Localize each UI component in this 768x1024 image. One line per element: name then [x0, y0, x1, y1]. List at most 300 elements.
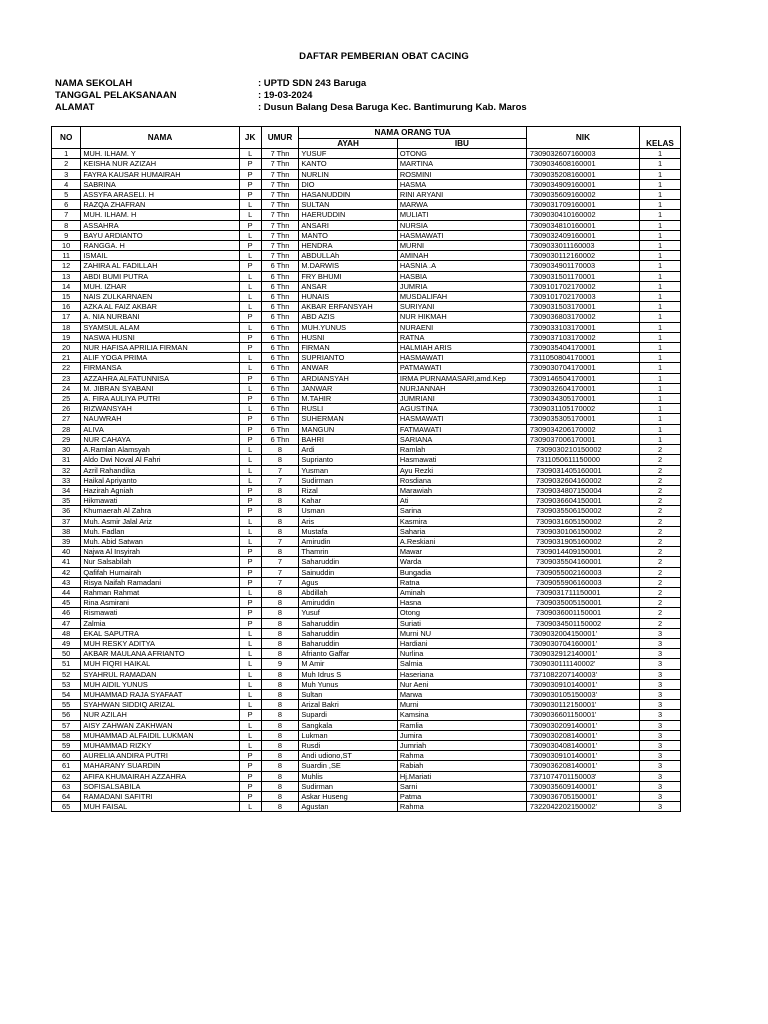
- cell-nik: 7309034810160001: [526, 220, 639, 230]
- cell-no: 41: [52, 557, 81, 567]
- cell-ayah: Saharuddin: [299, 557, 398, 567]
- cell-nik: 7309030112160002: [526, 251, 639, 261]
- cell-ibu: Otong: [397, 608, 526, 618]
- table-row: [52, 261, 681, 271]
- table-row: [52, 802, 681, 812]
- cell-nama: Khumaerah Al Zahra: [81, 506, 239, 516]
- cell-jk: P: [239, 506, 261, 516]
- cell-no: 62: [52, 771, 81, 781]
- cell-no: 36: [52, 506, 81, 516]
- cell-no: 21: [52, 353, 81, 363]
- table-row: [52, 792, 681, 802]
- cell-umur: 8: [261, 730, 299, 740]
- cell-no: 43: [52, 577, 81, 587]
- cell-ibu: Rahma: [397, 751, 526, 761]
- cell-kelas: 2: [640, 445, 681, 455]
- cell-nama: Muh. Fadlan: [81, 526, 239, 536]
- cell-nama: EKAL SAPUTRA: [81, 628, 239, 638]
- table-row: [52, 598, 681, 608]
- table-row: [52, 383, 681, 393]
- cell-no: 48: [52, 628, 81, 638]
- cell-ibu: HASMAWATI: [397, 353, 526, 363]
- cell-nik: 7309035504160001: [526, 557, 639, 567]
- cell-ibu: Bungadia: [397, 567, 526, 577]
- cell-jk: P: [239, 190, 261, 200]
- table-row: [52, 210, 681, 220]
- cell-kelas: 3: [640, 781, 681, 791]
- cell-nama: KEISHA NUR AZIZAH: [81, 159, 239, 169]
- cell-nik: 7309055002160003: [526, 567, 639, 577]
- cell-nik: 7309030408140001': [526, 740, 639, 750]
- cell-kelas: 1: [640, 261, 681, 271]
- table-row: [52, 251, 681, 261]
- cell-ayah: Rizal: [299, 485, 398, 495]
- cell-kelas: 1: [640, 343, 681, 353]
- cell-no: 59: [52, 740, 81, 750]
- cell-jk: L: [239, 536, 261, 546]
- cell-nama: Hazirah Agniah: [81, 485, 239, 495]
- cell-nama: NUR HAFISA APRILIA FIRMAN: [81, 343, 239, 353]
- cell-kelas: 1: [640, 383, 681, 393]
- cell-umur: 6 Thn: [261, 292, 299, 302]
- cell-no: 39: [52, 536, 81, 546]
- cell-nik: 7309055906160003: [526, 577, 639, 587]
- cell-no: 54: [52, 689, 81, 699]
- cell-umur: 8: [261, 526, 299, 536]
- cell-ibu: ROSMINI: [397, 169, 526, 179]
- table-row: [52, 302, 681, 312]
- cell-no: 8: [52, 220, 81, 230]
- table-row: [52, 587, 681, 597]
- cell-kelas: 2: [640, 557, 681, 567]
- cell-umur: 7 Thn: [261, 159, 299, 169]
- cell-nama: RANGGA. H: [81, 241, 239, 251]
- cell-umur: 8: [261, 792, 299, 802]
- cell-no: 27: [52, 414, 81, 424]
- cell-jk: P: [239, 608, 261, 618]
- cell-umur: 8: [261, 649, 299, 659]
- cell-jk: L: [239, 475, 261, 485]
- cell-kelas: 3: [640, 659, 681, 669]
- cell-no: 33: [52, 475, 81, 485]
- cell-nik: 7309030112150001': [526, 700, 639, 710]
- table-row: [52, 404, 681, 414]
- cell-nik: 7309101702170002: [526, 281, 639, 291]
- table-row: [52, 353, 681, 363]
- cell-umur: 7: [261, 567, 299, 577]
- cell-umur: 8: [261, 628, 299, 638]
- cell-ayah: M.DARWIS: [299, 261, 398, 271]
- table-row: [52, 373, 681, 383]
- cell-nama: Nur Salsabilah: [81, 557, 239, 567]
- cell-ibu: MURNI: [397, 241, 526, 251]
- cell-nama: Risya Naifah Ramadani: [81, 577, 239, 587]
- table-row: [52, 506, 681, 516]
- cell-no: 9: [52, 230, 81, 240]
- cell-nama: MUH. ILHAM. H: [81, 210, 239, 220]
- cell-nama: NUR AZILAH: [81, 710, 239, 720]
- cell-no: 63: [52, 781, 81, 791]
- cell-jk: L: [239, 730, 261, 740]
- table-row: [52, 190, 681, 200]
- cell-ibu: NUR HIKMAH: [397, 312, 526, 322]
- cell-ayah: Kahar: [299, 496, 398, 506]
- cell-no: 61: [52, 761, 81, 771]
- cell-no: 49: [52, 638, 81, 648]
- cell-ayah: JANWAR: [299, 383, 398, 393]
- table-row: [52, 547, 681, 557]
- cell-nama: Zalmia: [81, 618, 239, 628]
- cell-no: 22: [52, 363, 81, 373]
- cell-nik: 7309030208140001': [526, 730, 639, 740]
- cell-umur: 8: [261, 455, 299, 465]
- cell-umur: 8: [261, 618, 299, 628]
- cell-ayah: Sudirman: [299, 781, 398, 791]
- cell-nik: 7309030111140002': [526, 659, 639, 669]
- cell-ibu: MARTINA: [397, 159, 526, 169]
- table-row: [52, 618, 681, 628]
- cell-ibu: SURIYANI: [397, 302, 526, 312]
- cell-ibu: HASNIA .A: [397, 261, 526, 271]
- cell-umur: 7 Thn: [261, 169, 299, 179]
- table-row: [52, 169, 681, 179]
- col-jk: JK: [239, 127, 261, 149]
- cell-jk: L: [239, 149, 261, 159]
- cell-ibu: Sarina: [397, 506, 526, 516]
- cell-ibu: Nurlina: [397, 649, 526, 659]
- cell-nama: SYAHRUL RAMADAN: [81, 669, 239, 679]
- cell-nik: 7309031501170001: [526, 271, 639, 281]
- cell-ayah: HUSNI: [299, 332, 398, 342]
- cell-umur: 7: [261, 465, 299, 475]
- cell-nama: ASSAHRA: [81, 220, 239, 230]
- cell-jk: P: [239, 261, 261, 271]
- cell-umur: 8: [261, 781, 299, 791]
- col-umur: UMUR: [261, 127, 299, 149]
- table-row: [52, 720, 681, 730]
- cell-nama: MUH RESKY ADITYA: [81, 638, 239, 648]
- cell-ibu: Kasmira: [397, 516, 526, 526]
- cell-ibu: Hasmawati: [397, 455, 526, 465]
- cell-jk: P: [239, 496, 261, 506]
- cell-nik: 7309101702170003: [526, 292, 639, 302]
- table-row: [52, 526, 681, 536]
- cell-kelas: 3: [640, 669, 681, 679]
- cell-ayah: Agustan: [299, 802, 398, 812]
- cell-umur: 8: [261, 547, 299, 557]
- cell-ayah: Supardi: [299, 710, 398, 720]
- cell-jk: L: [239, 292, 261, 302]
- cell-ibu: NURAENI: [397, 322, 526, 332]
- cell-umur: 6 Thn: [261, 394, 299, 404]
- table-row: [52, 689, 681, 699]
- cell-nama: RAZQA ZHAFRAN: [81, 200, 239, 210]
- cell-no: 20: [52, 343, 81, 353]
- col-orang-tua: NAMA ORANG TUA: [299, 127, 526, 139]
- cell-nama: M. JIBRAN SYABANI: [81, 383, 239, 393]
- table-row: [52, 669, 681, 679]
- cell-umur: 6 Thn: [261, 312, 299, 322]
- cell-ayah: NURLIN: [299, 169, 398, 179]
- table-row: [52, 700, 681, 710]
- cell-nik: 7309030410160002: [526, 210, 639, 220]
- cell-ayah: ABD AZIS: [299, 312, 398, 322]
- table-row: [52, 343, 681, 353]
- cell-ayah: Sainuddin: [299, 567, 398, 577]
- cell-nik: 7309036208140001': [526, 761, 639, 771]
- cell-ayah: Rusdi: [299, 740, 398, 750]
- cell-no: 11: [52, 251, 81, 261]
- cell-nama: NASWA HUSNI: [81, 332, 239, 342]
- table-row: [52, 638, 681, 648]
- cell-ibu: Ratna: [397, 577, 526, 587]
- cell-kelas: 2: [640, 455, 681, 465]
- cell-ibu: OTONG: [397, 149, 526, 159]
- cell-ayah: Sultan: [299, 689, 398, 699]
- table-row: [52, 496, 681, 506]
- cell-no: 52: [52, 669, 81, 679]
- cell-ayah: Saharuddin: [299, 628, 398, 638]
- cell-no: 3: [52, 169, 81, 179]
- table-row: [52, 179, 681, 189]
- cell-umur: 8: [261, 679, 299, 689]
- cell-jk: L: [239, 649, 261, 659]
- cell-umur: 7: [261, 475, 299, 485]
- table-row: [52, 557, 681, 567]
- cell-no: 13: [52, 271, 81, 281]
- cell-ayah: Afrianto Gaffar: [299, 649, 398, 659]
- table-row: [52, 567, 681, 577]
- cell-umur: 7 Thn: [261, 149, 299, 159]
- cell-nik: 7309031605150002: [526, 516, 639, 526]
- cell-ayah: M Amir: [299, 659, 398, 669]
- cell-ibu: Hardiani: [397, 638, 526, 648]
- cell-nama: MUHAMMAD RAJA SYAFAAT: [81, 689, 239, 699]
- table-row: [52, 475, 681, 485]
- cell-nik: 7309031905160002: [526, 536, 639, 546]
- cell-no: 6: [52, 200, 81, 210]
- cell-nik: 7309030106150002: [526, 526, 639, 536]
- cell-nik: 7309035609160002: [526, 190, 639, 200]
- cell-umur: 7 Thn: [261, 241, 299, 251]
- cell-ibu: HASMA: [397, 179, 526, 189]
- cell-kelas: 3: [640, 720, 681, 730]
- table-row: [52, 241, 681, 251]
- cell-kelas: 1: [640, 241, 681, 251]
- cell-no: 15: [52, 292, 81, 302]
- cell-ibu: Rabiah: [397, 761, 526, 771]
- cell-ibu: HALMIAH ARIS: [397, 343, 526, 353]
- cell-no: 29: [52, 434, 81, 444]
- table-row: [52, 465, 681, 475]
- cell-no: 4: [52, 179, 81, 189]
- cell-umur: 6 Thn: [261, 322, 299, 332]
- cell-jk: L: [239, 363, 261, 373]
- cell-umur: 7 Thn: [261, 210, 299, 220]
- cell-ayah: Thamrin: [299, 547, 398, 557]
- cell-ibu: Murni: [397, 700, 526, 710]
- cell-ayah: Andi udiono,ST: [299, 751, 398, 761]
- cell-ibu: Hasna: [397, 598, 526, 608]
- cell-no: 16: [52, 302, 81, 312]
- cell-jk: L: [239, 720, 261, 730]
- cell-nik: 7309037006170001: [526, 434, 639, 444]
- cell-ibu: NURSIA: [397, 220, 526, 230]
- cell-no: 56: [52, 710, 81, 720]
- cell-kelas: 1: [640, 363, 681, 373]
- cell-nama: NUR CAHAYA: [81, 434, 239, 444]
- cell-nama: MUHAMMAD RIZKY: [81, 740, 239, 750]
- cell-umur: 8: [261, 496, 299, 506]
- cell-no: 24: [52, 383, 81, 393]
- cell-kelas: 1: [640, 200, 681, 210]
- cell-ibu: NURJANNAH: [397, 383, 526, 393]
- cell-nama: Muh. Abid Satwan: [81, 536, 239, 546]
- cell-kelas: 3: [640, 710, 681, 720]
- cell-nama: ISMAIL: [81, 251, 239, 261]
- cell-no: 28: [52, 424, 81, 434]
- cell-umur: 6 Thn: [261, 363, 299, 373]
- cell-no: 37: [52, 516, 81, 526]
- cell-ayah: MANGUN: [299, 424, 398, 434]
- cell-nama: Rina Asmirani: [81, 598, 239, 608]
- cell-no: 14: [52, 281, 81, 291]
- table-row: [52, 149, 681, 159]
- cell-kelas: 1: [640, 149, 681, 159]
- cell-nama: A. NIA NURBANI: [81, 312, 239, 322]
- cell-ibu: JUMRIANI: [397, 394, 526, 404]
- cell-jk: L: [239, 455, 261, 465]
- cell-ayah: DIO: [299, 179, 398, 189]
- cell-umur: 7 Thn: [261, 230, 299, 240]
- cell-no: 46: [52, 608, 81, 618]
- cell-kelas: 1: [640, 159, 681, 169]
- cell-ibu: IRMA PURNAMASARI,amd.Kep: [397, 373, 526, 383]
- cell-kelas: 2: [640, 547, 681, 557]
- cell-umur: 8: [261, 445, 299, 455]
- cell-nama: Rismawati: [81, 608, 239, 618]
- cell-ayah: KANTO: [299, 159, 398, 169]
- cell-jk: P: [239, 312, 261, 322]
- cell-nama: MUH AIDIL YUNUS: [81, 679, 239, 689]
- cell-jk: L: [239, 587, 261, 597]
- cell-kelas: 2: [640, 587, 681, 597]
- cell-kelas: 3: [640, 689, 681, 699]
- cell-kelas: 1: [640, 394, 681, 404]
- cell-ayah: Abdillah: [299, 587, 398, 597]
- cell-umur: 6 Thn: [261, 332, 299, 342]
- cell-kelas: 3: [640, 740, 681, 750]
- cell-ayah: Usman: [299, 506, 398, 516]
- cell-umur: 6 Thn: [261, 414, 299, 424]
- cell-jk: P: [239, 332, 261, 342]
- cell-ibu: Salmia: [397, 659, 526, 669]
- cell-jk: L: [239, 271, 261, 281]
- info-label: TANGGAL PELAKSANAAN: [55, 90, 177, 101]
- table-row: [52, 434, 681, 444]
- cell-ayah: Muh Yunus: [299, 679, 398, 689]
- cell-umur: 8: [261, 485, 299, 495]
- cell-nama: A.Ramlan Alamsyah: [81, 445, 239, 455]
- cell-ayah: HENDRA: [299, 241, 398, 251]
- cell-ayah: Muhlis: [299, 771, 398, 781]
- cell-umur: 7 Thn: [261, 179, 299, 189]
- cell-jk: L: [239, 200, 261, 210]
- cell-jk: L: [239, 281, 261, 291]
- cell-jk: P: [239, 434, 261, 444]
- cell-jk: P: [239, 598, 261, 608]
- cell-umur: 8: [261, 669, 299, 679]
- cell-ayah: Amiruddin: [299, 598, 398, 608]
- cell-nama: Hikmawati: [81, 496, 239, 506]
- cell-jk: P: [239, 485, 261, 495]
- cell-ayah: HASANUDDIN: [299, 190, 398, 200]
- cell-ibu: HASBIA: [397, 271, 526, 281]
- cell-jk: L: [239, 669, 261, 679]
- cell-jk: P: [239, 547, 261, 557]
- cell-ayah: FIRMAN: [299, 343, 398, 353]
- cell-no: 10: [52, 241, 81, 251]
- cell-no: 65: [52, 802, 81, 812]
- cell-no: 2: [52, 159, 81, 169]
- cell-ayah: HUNAIS: [299, 292, 398, 302]
- cell-jk: L: [239, 700, 261, 710]
- cell-ayah: Ardi: [299, 445, 398, 455]
- cell-nama: Rahman Rahmat: [81, 587, 239, 597]
- cell-kelas: 3: [640, 649, 681, 659]
- table-row: [52, 628, 681, 638]
- cell-umur: 6 Thn: [261, 434, 299, 444]
- cell-no: 1: [52, 149, 81, 159]
- cell-kelas: 3: [640, 802, 681, 812]
- cell-nik: 7309036604150001: [526, 496, 639, 506]
- cell-jk: P: [239, 792, 261, 802]
- info-value: : UPTD SDN 243 Baruga: [258, 78, 367, 89]
- cell-kelas: 3: [640, 730, 681, 740]
- cell-nama: SABRINA: [81, 179, 239, 189]
- table-row: [52, 455, 681, 465]
- cell-nik: 7309034608160001: [526, 159, 639, 169]
- cell-nik: 7309036001150001: [526, 608, 639, 618]
- cell-umur: 6 Thn: [261, 302, 299, 312]
- cell-kelas: 3: [640, 700, 681, 710]
- table-row: [52, 424, 681, 434]
- cell-kelas: 1: [640, 210, 681, 220]
- table-row: [52, 536, 681, 546]
- cell-nik: 7309030910140001': [526, 751, 639, 761]
- cell-nama: ASSYFA ARASELI. H: [81, 190, 239, 200]
- cell-kelas: 1: [640, 434, 681, 444]
- col-ibu: IBU: [397, 139, 526, 149]
- cell-ibu: Ramlah: [397, 445, 526, 455]
- cell-jk: P: [239, 373, 261, 383]
- cell-nik: 7309036705150001': [526, 792, 639, 802]
- cell-ibu: Rahma: [397, 802, 526, 812]
- cell-umur: 8: [261, 506, 299, 516]
- cell-kelas: 2: [640, 567, 681, 577]
- cell-kelas: 1: [640, 414, 681, 424]
- table-row: [52, 781, 681, 791]
- cell-no: 19: [52, 332, 81, 342]
- cell-kelas: 2: [640, 608, 681, 618]
- cell-no: 50: [52, 649, 81, 659]
- cell-kelas: 1: [640, 251, 681, 261]
- cell-ayah: MANTO: [299, 230, 398, 240]
- table-row: [52, 761, 681, 771]
- cell-nama: Aldo Dwi Noval Al Fahri: [81, 455, 239, 465]
- cell-nik: 7309035404170001: [526, 343, 639, 353]
- cell-jk: L: [239, 302, 261, 312]
